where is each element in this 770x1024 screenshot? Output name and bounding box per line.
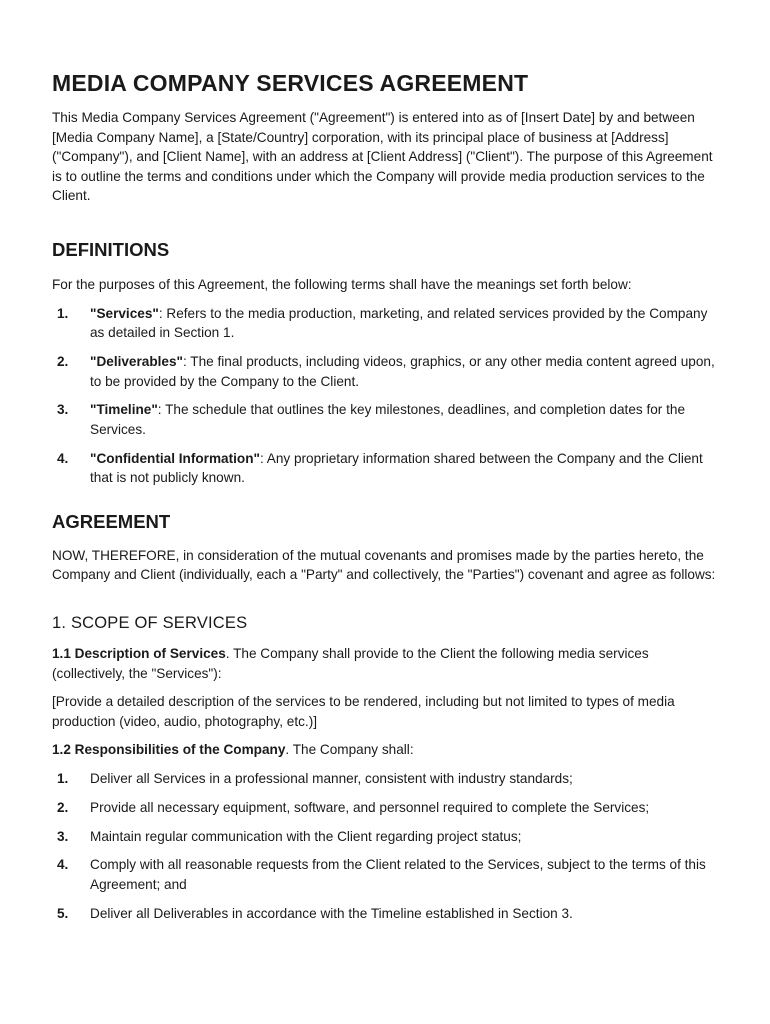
- agreement-heading: AGREEMENT: [52, 510, 171, 532]
- list-item: [52, 855, 724, 894]
- list-number: 3.: [57, 402, 69, 418]
- section-1-2-paragraph: [52, 740, 724, 760]
- list-item-text: Deliver all Deliverables in accordance with the Timeline established in Section 3.: [90, 905, 573, 921]
- definition-item: [52, 352, 724, 391]
- list-item-text: Deliver all Services in a professional manner, consistent with industry standards;: [90, 771, 573, 787]
- definition-term: "Confidential Information": [90, 450, 260, 466]
- list-number: 4.: [57, 857, 69, 873]
- definitions-lead: For the purposes of this Agreement, the following terms shall have the meanings set forth below:: [52, 276, 632, 292]
- list-item-text: Comply with all reasonable requests from the Client related to the Services, subject to the terms of this Agreement; and: [90, 857, 706, 892]
- definition-text: : The final products, including videos, graphics, or any other media content agreed upon, to be provided by the Company to the Client.: [90, 353, 715, 389]
- section-1-2-label: 1.2 Responsibilities of the Company: [52, 742, 286, 758]
- definition-item: [52, 400, 724, 439]
- definition-item: [52, 304, 724, 343]
- definition-text: : Any proprietary information shared between the Company and the Client that is not publicly known.: [90, 450, 703, 486]
- list-number: 2.: [57, 799, 69, 815]
- definition-term: "Services": [90, 305, 159, 321]
- list-item: [52, 769, 724, 789]
- list-item: [52, 798, 724, 818]
- scope-heading: 1. SCOPE OF SERVICES: [52, 614, 248, 633]
- agreement-paragraph: NOW, THEREFORE, in consideration of the mutual covenants and promises made by the parties hereto, the Company and Client (individually, each a "Party" and collectively, the "Parties") covenant and agree as follows:: [52, 547, 716, 583]
- list-number: 1.: [57, 305, 69, 321]
- definitions-heading: DEFINITIONS: [52, 238, 170, 260]
- list-item: [52, 904, 724, 924]
- document-title: MEDIA COMPANY SERVICES AGREEMENT: [52, 70, 529, 96]
- definitions-list: [52, 304, 724, 488]
- definition-text: : Refers to the media production, marketing, and related services provided by the Company as detailed in Section 1.: [90, 305, 708, 341]
- section-1-1-paragraph: [52, 644, 724, 683]
- list-item-text: Provide all necessary equipment, software, and personnel required to complete the Services;: [90, 799, 650, 815]
- definition-term: "Timeline": [90, 402, 158, 418]
- definition-term: "Deliverables": [90, 353, 183, 369]
- responsibilities-list: [52, 769, 724, 923]
- list-item: [52, 827, 724, 847]
- list-number: 5.: [57, 905, 69, 921]
- section-1-1-text: . The Company shall provide to the Client the following media services (collectively, the "Services"):: [52, 646, 649, 681]
- definition-item: [52, 449, 724, 488]
- section-1-2-text: . The Company shall:: [285, 742, 414, 758]
- list-number: 3.: [57, 828, 69, 844]
- list-number: 4.: [57, 450, 69, 466]
- section-1-1-label: 1.1 Description of Services: [52, 646, 226, 662]
- list-number: 2.: [57, 353, 69, 369]
- list-item-text: Maintain regular communication with the Client regarding project status;: [90, 828, 522, 844]
- services-placeholder: [Provide a detailed description of the services to be rendered, including but not limited to types of media production (video, audio, photography, etc.)]: [52, 694, 675, 729]
- list-number: 1.: [57, 771, 69, 787]
- document-body: [52, 68, 724, 933]
- definition-text: : The schedule that outlines the key milestones, deadlines, and completion dates for the Services.: [90, 402, 686, 437]
- intro-paragraph: This Media Company Services Agreement ("Agreement") is entered into as of [Insert Date] by and between [Media Company Name], a [State/Country] corporation, with its principal place of business at [Address] ("Company"), and [Client Name], with an address at [Client Address] ("Client"). The purpose of this Agreement is to outline the terms and conditions under which the Company will provide media production services to the Client.: [52, 110, 713, 204]
